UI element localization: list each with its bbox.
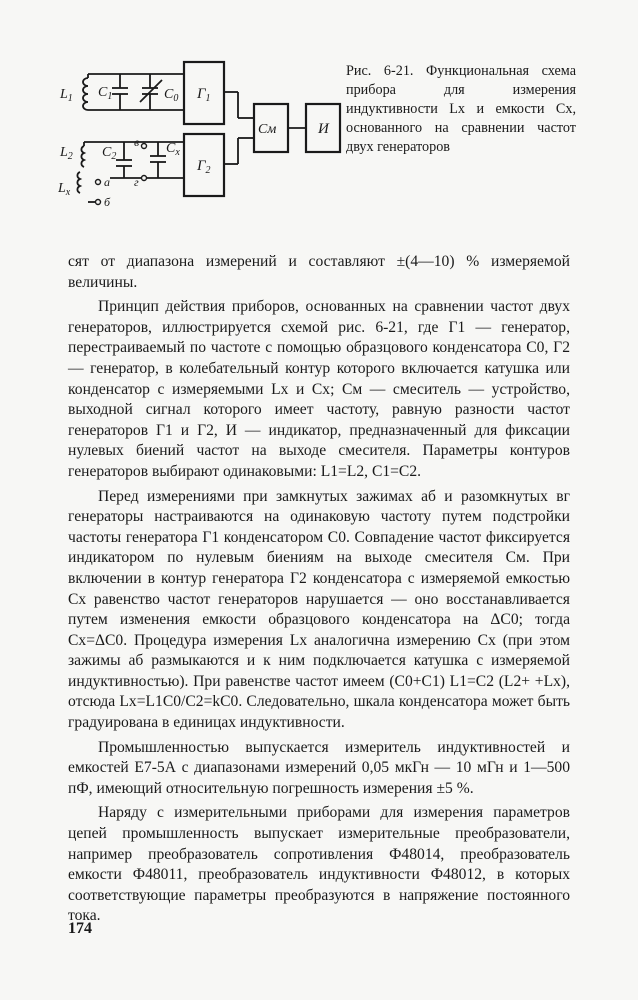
cx-label: $C_x$ bbox=[166, 141, 180, 158]
paragraph-3: Перед измерениями при замкнутых зажимах аб и разомкнутых вг генераторы настраиваются на одинаковую частоту путем подстройки частоты генератора Г1 конденсатором C0. Совпадение частот фиксируется индикатором по нулевым биениям на выходе смесителя См. При включении в контур генератора Г2 конденсатора с измеряемой емкостью Cx равенство частот генераторов нарушается — оно восстанавливается путем изменения емкости образцового конденсатора на ΔC0; тогда Cx=ΔC0. Процедура измерения Lx аналогична измерению Cx (при этом зажимы аб размыкаются и к ним подключается катушка с измеряемой индуктивностью). При равенстве частот имеем (C0+C1) L1=C2 (L2+ +Lx), отсюда Lx=L1C0/C2=kC0. Следовательно, шкала конденсатора может быть градуирована в единицах индуктивности. bbox=[68, 487, 570, 732]
indicator-label: И bbox=[318, 121, 329, 137]
terminal-b bbox=[96, 200, 101, 205]
g1-label: $Г_1$ bbox=[197, 86, 211, 104]
c1-label: $C_1$ bbox=[98, 85, 113, 102]
terminal-b-label: б bbox=[104, 195, 111, 209]
circuit-schematic bbox=[58, 52, 348, 222]
l2-label: $L_2$ bbox=[60, 145, 73, 162]
terminal-v bbox=[142, 144, 147, 149]
l1-label: $L_1$ bbox=[60, 87, 73, 104]
lx-label: $L_x$ bbox=[58, 181, 71, 198]
paragraph-1: сят от диапазона измерений и составляют ±(4—10) % измеряемой величины. bbox=[68, 253, 570, 291]
figure-caption: Рис. 6-21. Функциональная схема прибора для измерения индуктивности Lx и емкости Cx, основанного на сравнении частот двух генераторов bbox=[346, 63, 576, 155]
terminal-a bbox=[96, 180, 101, 185]
terminal-g-label: г bbox=[134, 175, 139, 189]
mixer-label: См bbox=[258, 122, 277, 137]
body-text bbox=[68, 252, 570, 927]
terminal-a-label: а bbox=[104, 175, 110, 189]
c2-label: $C_2$ bbox=[102, 145, 117, 162]
g2-label: $Г_2$ bbox=[197, 158, 211, 176]
page-number: 174 bbox=[68, 920, 92, 937]
paragraph-2: Принцип действия приборов, основанных на сравнении частот двух генераторов, иллюстрируется схемой рис. 6-21, где Г1 — генератор, перестраиваемый по частоте с помощью образцового конденсатора C0, Г2 — генератор, в колебательный контур которого включается катушка или конденсатор с измеряемыми Lx и Cx; См — смеситель — устройство, выходной сигнал которого имеет частоту, равную разности частот генераторов Г1 и Г2, И — индикатор, предназначенный для фиксации нулевых биений частот на выходе смесителя. Параметры контуров генераторов выбирают одинаковыми: L1=L2, C1=C2. bbox=[68, 298, 570, 480]
terminal-g bbox=[142, 176, 147, 181]
paragraph-5: Наряду с измерительными приборами для измерения параметров цепей промышленность выпускает измерительные преобразователи, например преобразователь сопротивления Ф48014, преобразователь емкости Ф48011, преобразователь индуктивности Ф48012, в которых соответствующие параметры преобразуются в напряжение постоянного тока. bbox=[68, 804, 570, 925]
c0-label: $C_0$ bbox=[164, 87, 179, 104]
paragraph-4: Промышленностью выпускается измеритель индуктивностей и емкостей Е7-5А с диапазонами измерений 0,05 мкГн — 10 мГн и 1—500 пФ, имеющий относительную погрешность измерения ±5 %. bbox=[68, 738, 570, 797]
terminal-v-label: в bbox=[134, 135, 140, 149]
circuit-diagram bbox=[58, 52, 348, 222]
